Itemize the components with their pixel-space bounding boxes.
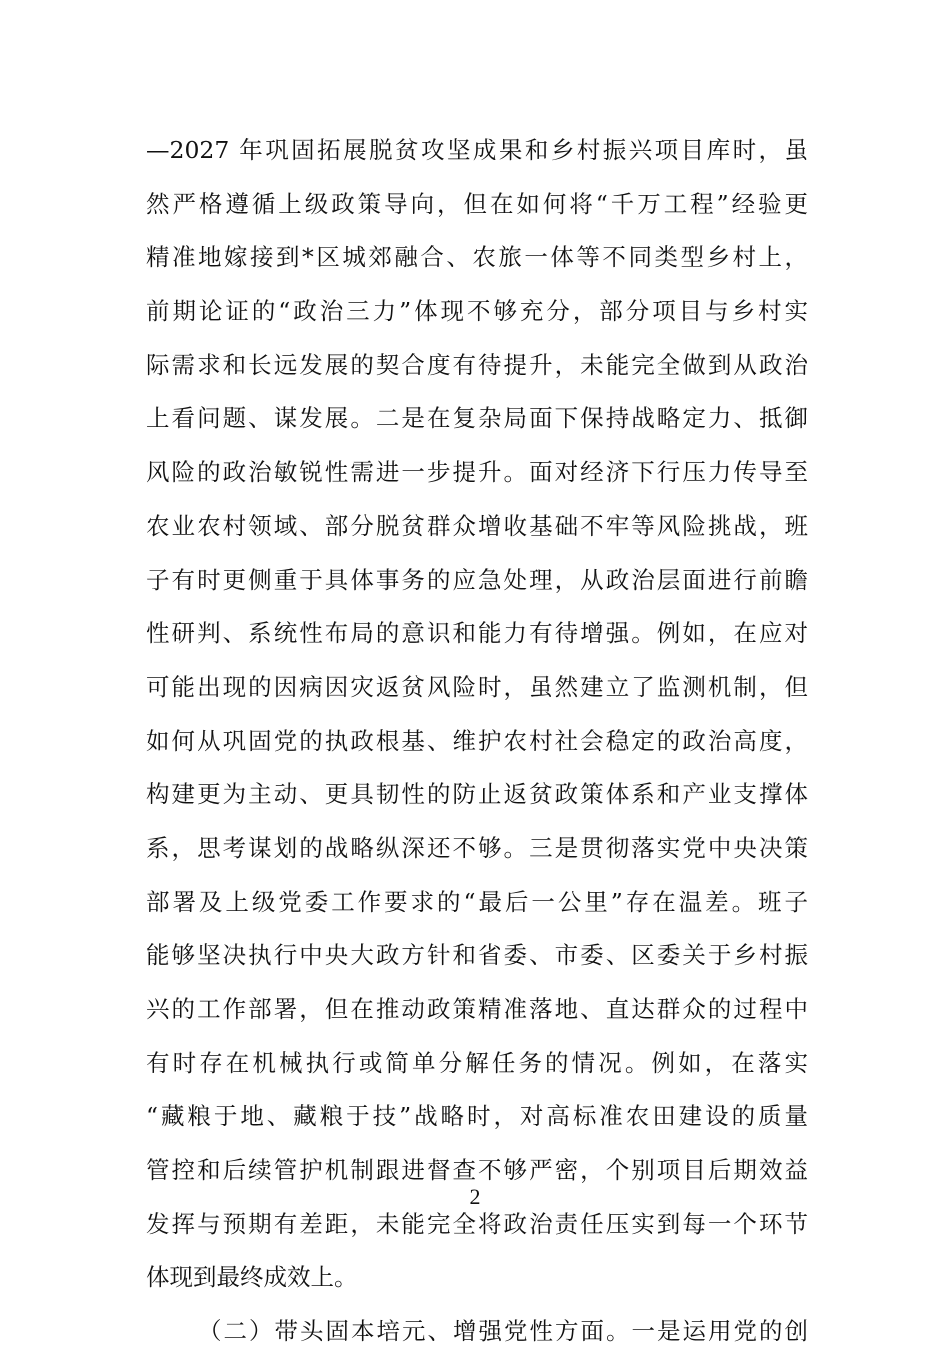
paragraph-line: 系，思考谋划的战略纵深还不够。三是贯彻落实党中央决策 <box>146 833 808 862</box>
paragraph-line: 如何从巩固党的执政根基、维护农村社会稳定的政治高度， <box>146 726 808 755</box>
paragraph-line: 精准地嫁接到*区城郊融合、农旅一体等不同类型乡村上， <box>146 243 808 272</box>
paragraph-line: 前期论证的“政治三力”体现不够充分，部分项目与乡村实 <box>146 297 808 326</box>
paragraph-line: 部署及上级党委工作要求的“最后一公里”存在温差。班子 <box>146 887 808 916</box>
paragraph-line: 管控和后续管护机制跟进督查不够严密，个别项目后期效益 <box>146 1156 808 1185</box>
body-text <box>146 124 808 1359</box>
paragraph-line: 际需求和长远发展的契合度有待提升，未能完全做到从政治 <box>146 350 808 379</box>
paragraph-line: 体现到最终成效上。 <box>146 1263 358 1292</box>
section-heading: （二）带头固本培元、增强党性方面。一是运用党的创 <box>198 1317 808 1346</box>
paragraph-line: 兴的工作部署，但在推动政策精准落地、直达群众的过程中 <box>146 995 808 1023</box>
paragraph-line: 能够坚决执行中央大政方针和省委、市委、区委关于乡村振 <box>146 941 808 970</box>
paragraph-line: 构建更为主动、更具韧性的防止返贫政策体系和产业支撑体 <box>146 780 808 809</box>
page-number: 2 <box>469 1184 481 1209</box>
paragraph-line: 可能出现的因病因灾返贫风险时，虽然建立了监测机制，但 <box>146 672 808 701</box>
paragraph-line: 农业农村领域、部分脱贫群众增收基础不牢等风险挑战，班 <box>146 511 808 540</box>
paragraph-line: 子有时更侧重于具体事务的应急处理，从政治层面进行前瞻 <box>146 565 808 594</box>
paragraph-line: 风险的政治敏锐性需进一步提升。面对经济下行压力传导至 <box>146 458 808 487</box>
paragraph-line: 性研判、系统性布局的意识和能力有待增强。例如，在应对 <box>146 619 808 648</box>
paragraph-line: 然严格遵循上级政策导向，但在如何将“千万工程”经验更 <box>146 189 808 218</box>
paragraph-line: 有时存在机械执行或简单分解任务的情况。例如，在落实 <box>146 1048 808 1077</box>
paragraph-line: “藏粮于地、藏粮于技”战略时，对高标准农田建设的质量 <box>146 1102 808 1131</box>
paragraph-line: 上看问题、谋发展。二是在复杂局面下保持战略定力、抵御 <box>146 404 808 433</box>
paragraph-line: 发挥与预期有差距，未能完全将政治责任压实到每一个环节 <box>146 1209 808 1238</box>
paragraph-line: —2027 年巩固拓展脱贫攻坚成果和乡村振兴项目库时，虽 <box>146 136 808 164</box>
